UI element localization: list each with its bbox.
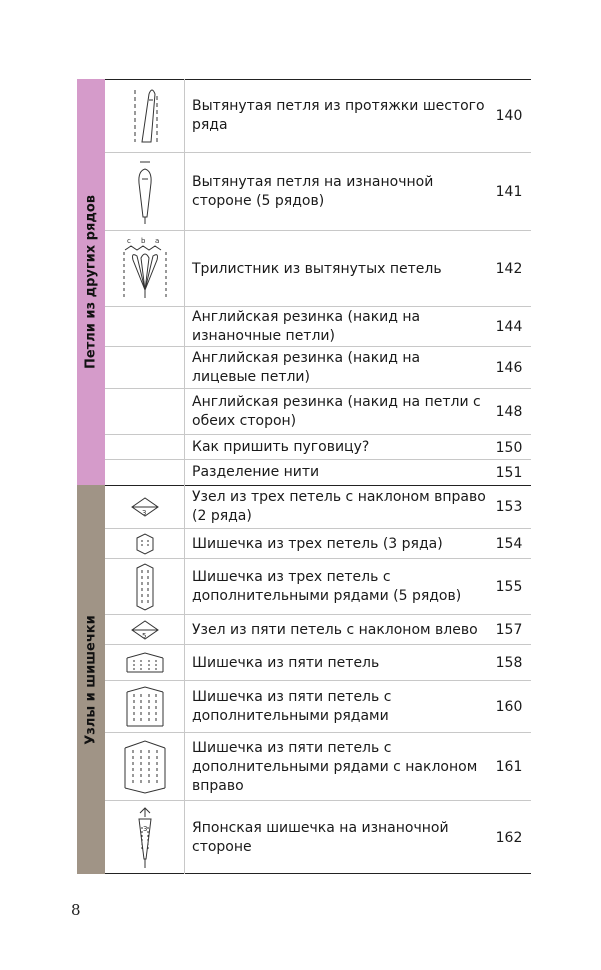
trefoil-label-a: a	[154, 237, 159, 245]
toc-entry-page: 161	[495, 759, 523, 775]
toc-entry-page: 153	[495, 499, 523, 515]
toc-row[interactable]	[105, 559, 531, 615]
toc-row[interactable]	[105, 615, 531, 645]
empty-icon-cell	[105, 435, 185, 460]
toc-entry-page: 144	[495, 319, 523, 335]
bobble-five-extra-rows-right-icon	[105, 733, 185, 801]
section-band-loops	[77, 79, 105, 485]
toc-entry-title: Японская шишечка на изнаночной стороне	[192, 819, 449, 855]
toc-entry-title: Как пришить пуговицу?	[192, 439, 370, 455]
toc-entry-title: Вытянутая петля на изнаночной стороне (5 рядов)	[192, 174, 434, 209]
toc-row[interactable]	[105, 231, 531, 307]
toc-entry-title: Узел из пяти петель с наклоном влево	[192, 621, 478, 638]
empty-icon-cell	[105, 307, 185, 347]
toc-entry-title: Разделение нити	[192, 464, 320, 480]
trefoil-stitch-icon	[105, 231, 185, 307]
toc-entry-page: 150	[495, 439, 523, 456]
empty-icon-cell	[105, 389, 185, 435]
toc-row[interactable]	[105, 733, 531, 801]
toc-entry-page: 155	[495, 579, 523, 595]
toc-entry-title: Шишечка из пяти петель	[192, 654, 380, 671]
toc-entry-title: Вытянутая петля из протяжки шестого ряда	[192, 98, 485, 133]
knot-three-right-icon	[105, 485, 185, 529]
elongated-purl-stitch-icon	[105, 153, 185, 231]
toc-row[interactable]	[105, 529, 531, 559]
section-band-knots	[77, 485, 105, 874]
page-number: 8	[71, 901, 81, 919]
empty-icon-cell	[105, 347, 185, 389]
knot-count-label: 5	[141, 632, 146, 640]
toc-row[interactable]	[105, 347, 531, 389]
trefoil-label-b: b	[140, 237, 145, 245]
bobble-five-icon	[105, 645, 185, 681]
section-label: Узлы и шишечки	[83, 615, 99, 745]
toc-row[interactable]	[105, 153, 531, 231]
toc-entry-page: 146	[495, 360, 523, 376]
toc-entry-page: 140	[495, 108, 523, 124]
toc-row[interactable]	[105, 79, 531, 153]
knot-five-left-icon	[105, 615, 185, 645]
table-of-contents	[77, 79, 531, 874]
toc-entry-page: 148	[495, 404, 523, 420]
bobble-count-label: 3	[142, 824, 147, 833]
toc-entry-title: Шишечка из пяти петель с дополнительными рядами	[192, 689, 392, 724]
toc-entry-page: 151	[495, 464, 523, 481]
toc-entry-page: 154	[495, 536, 523, 552]
bobble-three-icon	[105, 529, 185, 559]
toc-row[interactable]	[105, 645, 531, 681]
toc-entry-page: 160	[495, 699, 523, 715]
toc-entry-title: Шишечка из трех петель (3 ряда)	[192, 535, 443, 552]
toc-row[interactable]	[105, 485, 531, 529]
toc-entry-page: 162	[495, 829, 523, 846]
bobble-five-extra-rows-icon	[105, 681, 185, 733]
toc-row[interactable]	[105, 681, 531, 733]
toc-row[interactable]	[105, 801, 531, 874]
elongated-stitch-icon	[105, 79, 185, 153]
toc-entry-title: Английская резинка (накид на петли с обеих сторон)	[192, 394, 481, 429]
trefoil-label-c: c	[126, 237, 131, 245]
toc-entry-title: Английская резинка (накид на лицевые петли)	[192, 350, 421, 385]
toc-entry-page: 158	[495, 655, 523, 671]
bobble-three-extra-rows-icon	[105, 559, 185, 615]
toc-entry-title: Узел из трех петель с наклоном вправо (2 ряда)	[192, 489, 486, 524]
toc-entry-title: Шишечка из пяти петель с дополнительными рядами с наклоном вправо	[192, 739, 478, 794]
toc-row[interactable]	[105, 460, 531, 485]
toc-entry-title: Шишечка из трех петель с дополнительными рядами (5 рядов)	[192, 569, 462, 604]
toc-entry-page: 157	[495, 622, 523, 638]
knot-count-label: 3	[141, 509, 146, 517]
toc-row[interactable]	[105, 389, 531, 435]
empty-icon-cell	[105, 460, 185, 485]
toc-entry-title: Английская резинка (накид на изнаночные петли)	[192, 309, 421, 344]
section-label: Петли из других рядов	[83, 195, 99, 369]
toc-entry-title: Трилистник из вытянутых петель	[192, 260, 442, 277]
toc-row[interactable]	[105, 435, 531, 460]
toc-row[interactable]	[105, 307, 531, 347]
toc-entry-page: 141	[495, 184, 523, 200]
japanese-bobble-purl-icon	[105, 801, 185, 874]
toc-entry-page: 142	[495, 261, 523, 277]
